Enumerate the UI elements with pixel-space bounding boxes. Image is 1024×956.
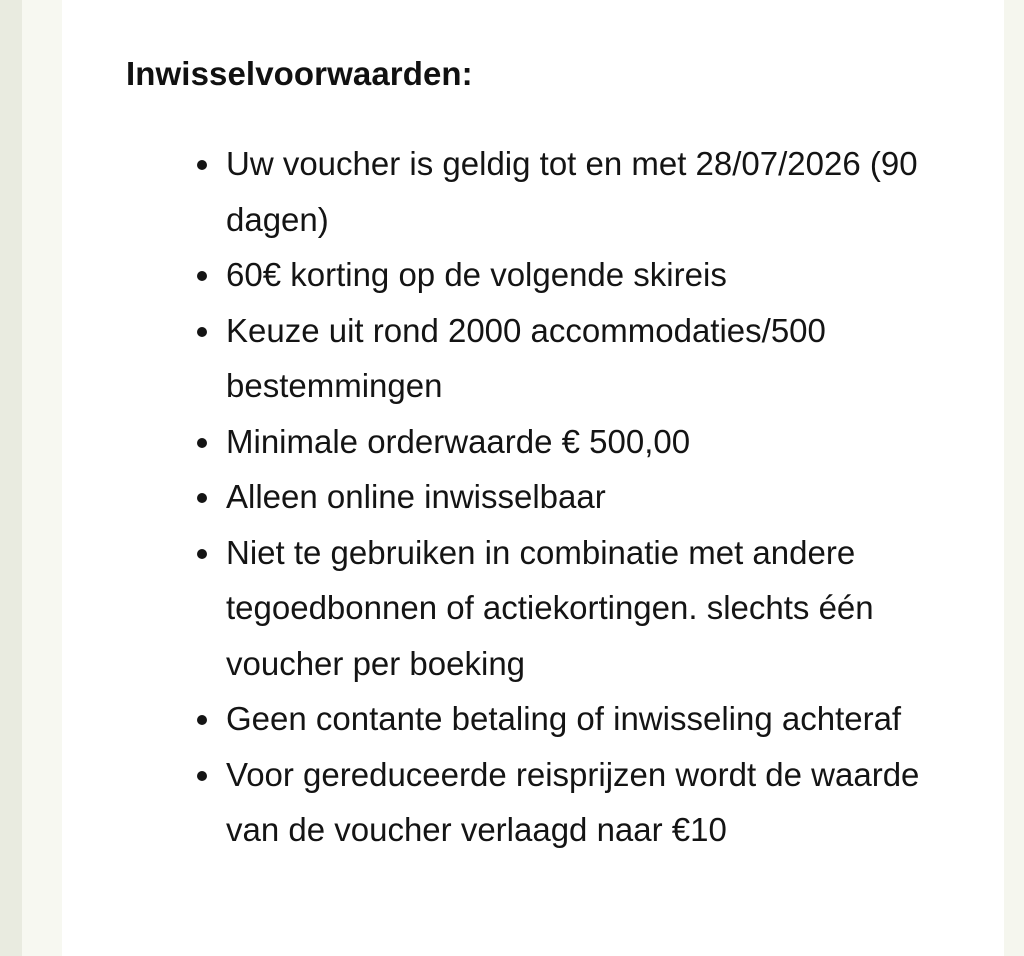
list-item-text: Geen contante betaling of inwisseling achteraf <box>226 700 902 737</box>
list-item <box>226 525 956 692</box>
list-item-text: Alleen online inwisselbaar <box>226 478 606 515</box>
bullet-icon <box>197 715 207 725</box>
bullet-icon <box>197 160 207 170</box>
list-item-text: Voor gereduceerde reisprijzen wordt de waarde van de voucher verlaagd naar €10 <box>226 755 920 848</box>
list-item-text: Keuze uit rond 2000 accommodaties/500 bestemmingen <box>226 311 826 404</box>
list-item-text: 60€ korting op de volgende skireis <box>226 256 727 293</box>
bullet-icon <box>197 327 207 337</box>
list-item <box>226 303 956 414</box>
list-item <box>226 469 956 525</box>
list-item <box>226 414 956 470</box>
bullet-icon <box>197 271 207 281</box>
list-item-text: Niet te gebruiken in combinatie met andere tegoedbonnen of actiekortingen. slechts één voucher per boeking <box>226 533 874 682</box>
bullet-icon <box>197 493 207 503</box>
list-item <box>226 691 956 747</box>
list-item-text: Uw voucher is geldig tot en met 28/07/2026 (90 dagen) <box>226 145 918 238</box>
list-item <box>226 136 956 247</box>
section-heading: Inwisselvoorwaarden: <box>126 55 473 92</box>
panel-gutter-right <box>1004 0 1024 956</box>
panel-gutter-left <box>22 0 62 956</box>
conditions-list <box>226 136 956 858</box>
list-item <box>226 747 956 858</box>
page-background-left <box>0 0 22 956</box>
list-item-text: Minimale orderwaarde € 500,00 <box>226 422 691 460</box>
bullet-icon <box>197 549 207 559</box>
bullet-icon <box>197 438 207 448</box>
list-item <box>226 247 956 303</box>
bullet-icon <box>197 771 207 781</box>
